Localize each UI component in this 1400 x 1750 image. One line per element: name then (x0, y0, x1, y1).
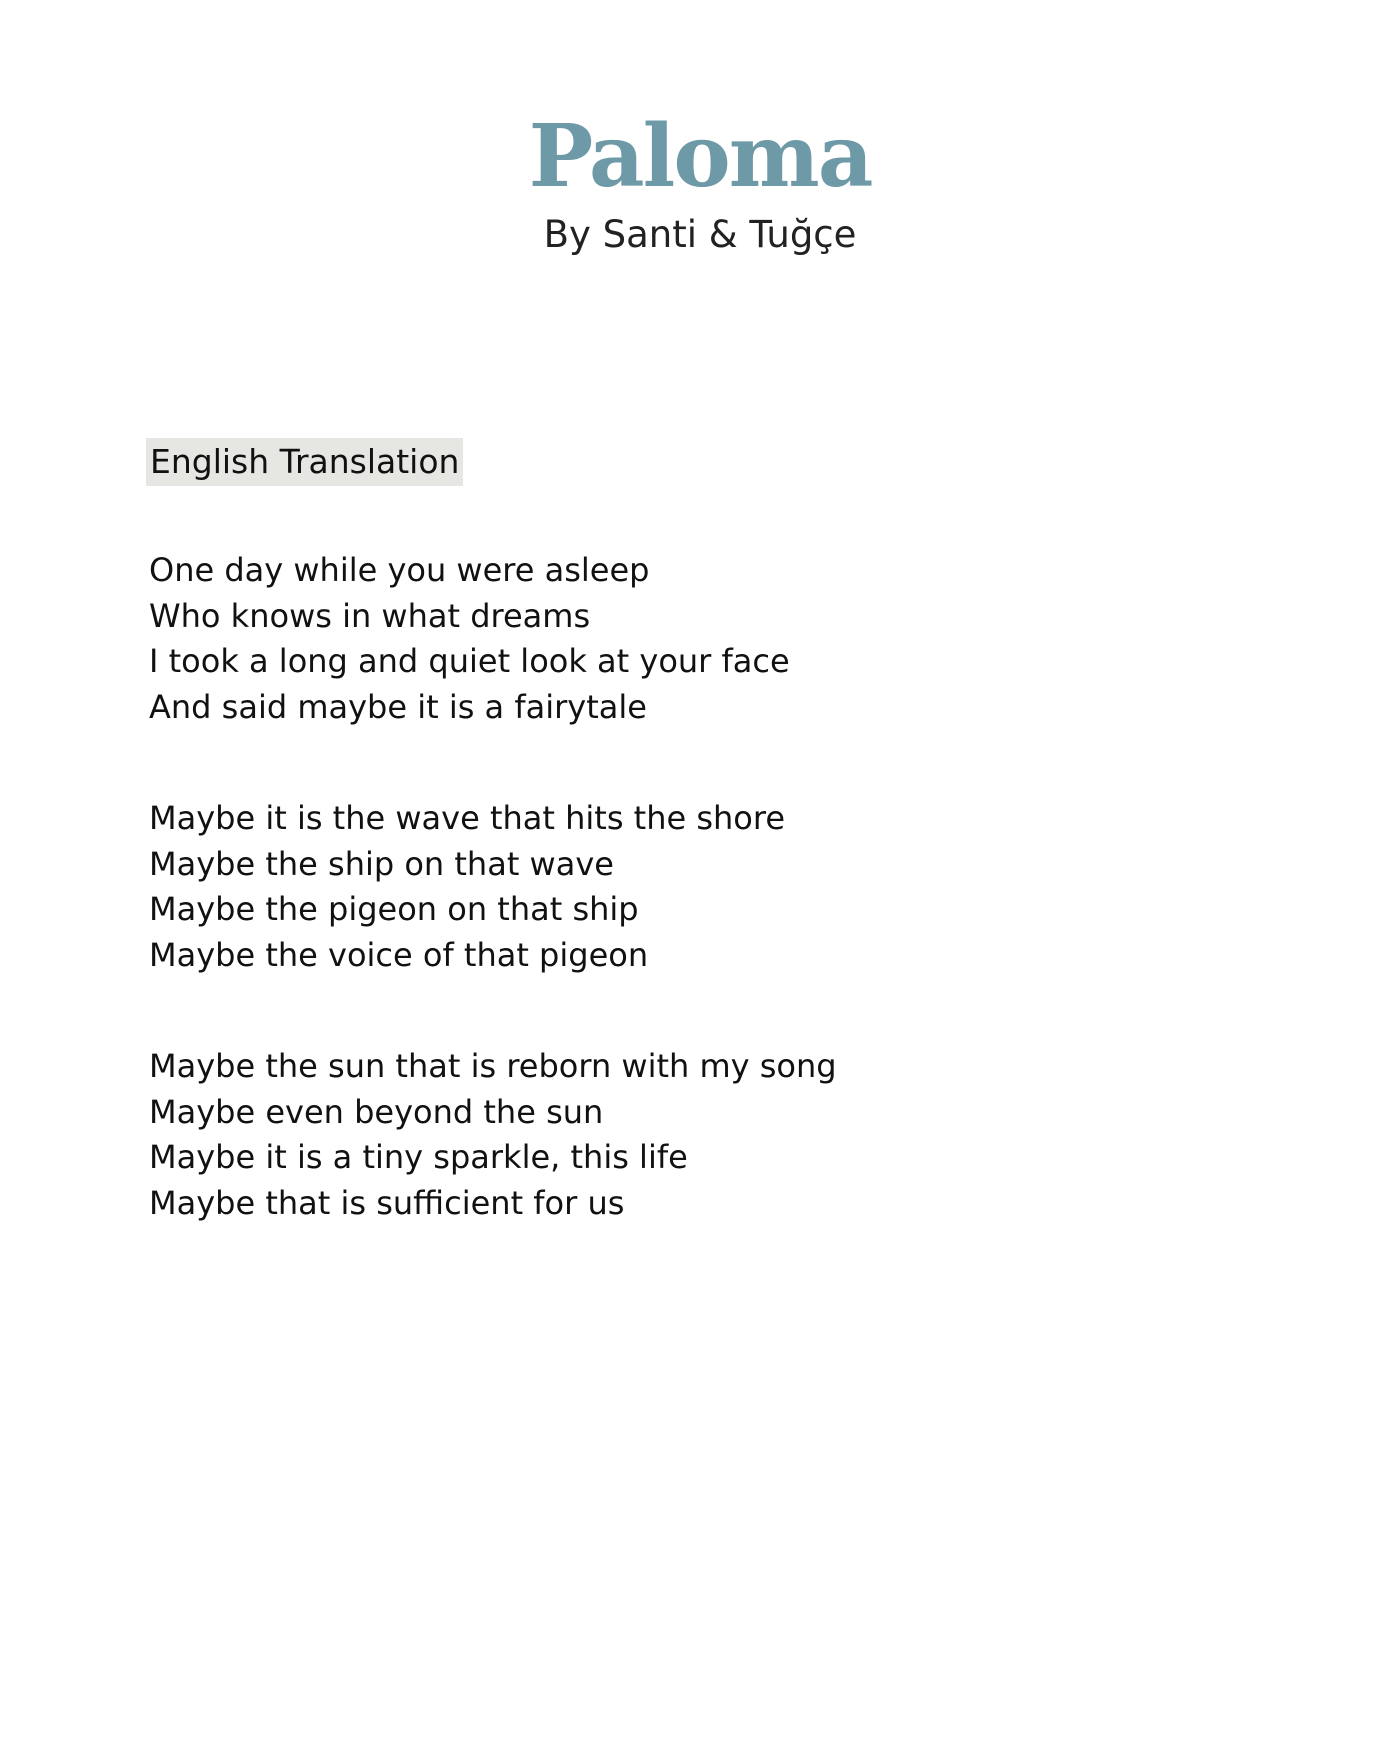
stanza-3 (149, 1044, 837, 1226)
stanza-2 (149, 796, 785, 978)
verse-line: Maybe it is the wave that hits the shore (149, 799, 786, 837)
verse-line: One day while you were asleep (149, 551, 650, 589)
document-byline: By Santi & Tuğçe (543, 213, 857, 256)
verse-line: Maybe it is a tiny sparkle, this life (149, 1138, 688, 1176)
section-label-english-translation: English Translation (146, 438, 463, 486)
verse-line: And said maybe it is a fairytale (149, 687, 647, 726)
verse-line: Who knows in what dreams (149, 596, 591, 635)
verse-line: Maybe the sun that is reborn with my song (149, 1047, 837, 1085)
document-title: Paloma (528, 106, 872, 207)
verse-line: Maybe even beyond the sun (149, 1092, 604, 1131)
verse-line: Maybe the ship on that wave (149, 844, 614, 883)
stanza-1 (149, 548, 790, 730)
verse-line: I took a long and quiet look at your face (149, 642, 790, 680)
verse-line: Maybe the pigeon on that ship (149, 890, 639, 928)
verse-line: Maybe the voice of that pigeon (149, 935, 649, 974)
verse-line: Maybe that is sufficient for us (149, 1183, 625, 1222)
